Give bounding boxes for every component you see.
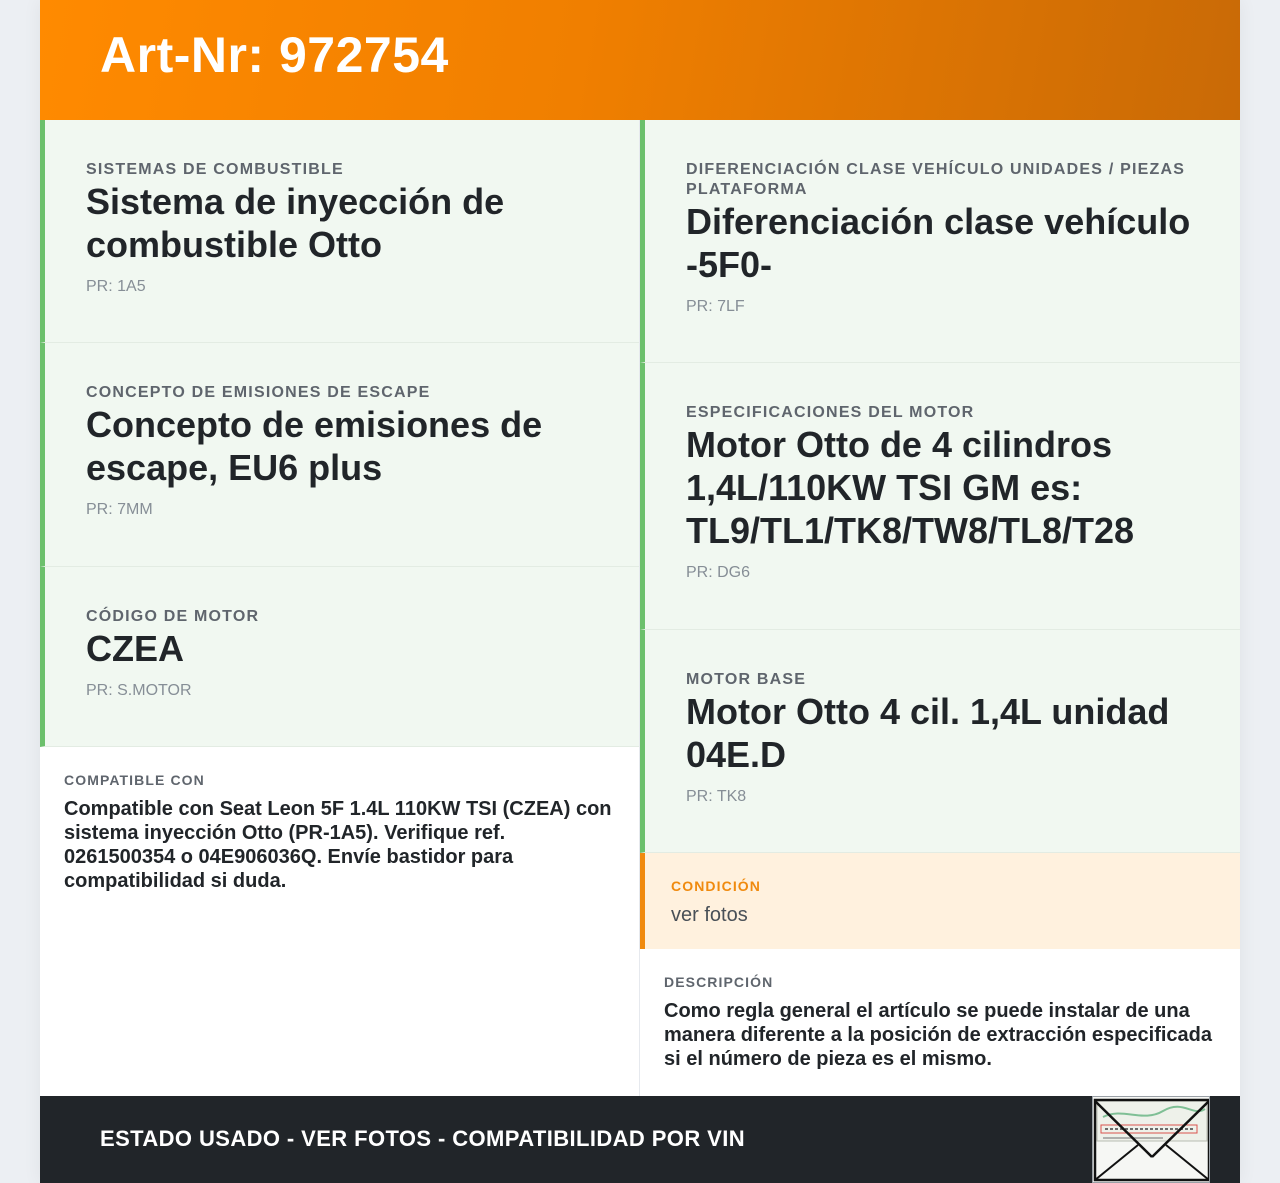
condition-section [640,853,1240,949]
footer-text: ESTADO USADO - VER FOTOS - COMPATIBILIDAD POR VIN [100,1125,745,1151]
part-label-image [1093,1097,1210,1183]
spec-value: CZEA [86,628,184,669]
spec-card-emissions [40,343,639,567]
spec-value: Sistema de inyección de combustible Otto [86,181,505,265]
spec-card-fuel-system [40,120,639,343]
spec-card-vehicle-class [640,120,1240,363]
compatible-label: COMPATIBLE CON [64,772,205,788]
footer-bar [40,1096,1240,1183]
spec-pr-code: PR: S.MOTOR [86,682,192,699]
spec-label: DIFERENCIACIÓN CLASE VEHÍCULO UNIDADES / PIEZAS PLATAFORMA [686,161,1186,198]
spec-card-engine-specs [640,363,1240,630]
spec-label: CONCEPTO DE EMISIONES DE ESCAPE [86,384,431,401]
compatible-text: Compatible con Seat Leon 5F 1.4L 110KW TSI (CZEA) con sistema inyección Otto (PR-1A5). Verifique ref. 0261500354 o 04E906036Q. Envíe bastidor para compatibilidad si duda. [64,798,612,892]
spec-pr-code: PR: 1A5 [86,278,146,295]
spec-card-engine-code [40,567,639,747]
spec-label: MOTOR BASE [686,671,807,688]
spec-value: Diferenciación clase vehículo -5F0- [686,201,1191,285]
spec-pr-code: PR: TK8 [686,788,747,805]
spec-label: CÓDIGO DE MOTOR [86,608,260,625]
part-label-photo [1092,1096,1210,1183]
condition-text: ver fotos [671,904,748,926]
spec-label: SISTEMAS DE COMBUSTIBLE [86,161,344,178]
spec-card-base-engine [640,630,1240,853]
left-column [40,120,640,1096]
spec-pr-code: PR: 7LF [686,298,745,315]
product-page [40,0,1240,1183]
spec-pr-code: PR: 7MM [86,501,153,518]
description-text: Como regla general el artículo se puede instalar de una manera diferente a la posición de extracción especificada si el número de pieza es el mismo. [664,1000,1212,1070]
condition-label: CONDICIÓN [671,878,762,894]
header-bar [40,0,1240,120]
content-columns [40,120,1240,1096]
spec-value: Motor Otto 4 cil. 1,4L unidad 04E.D [686,691,1170,775]
spec-value: Motor Otto de 4 cilindros 1,4L/110KW TSI GM es: TL9/TL1/TK8/TW8/TL8/T28 [686,424,1135,551]
description-section [640,949,1240,1071]
page-title: Art-Nr: 972754 [100,27,449,83]
spec-pr-code: PR: DG6 [686,564,751,581]
spec-value: Concepto de emisiones de escape, EU6 plus [86,404,543,488]
spec-label: ESPECIFICACIONES DEL MOTOR [686,404,975,421]
description-label: DESCRIPCIÓN [664,974,774,990]
compatible-section [40,747,639,893]
right-column [640,120,1240,1096]
